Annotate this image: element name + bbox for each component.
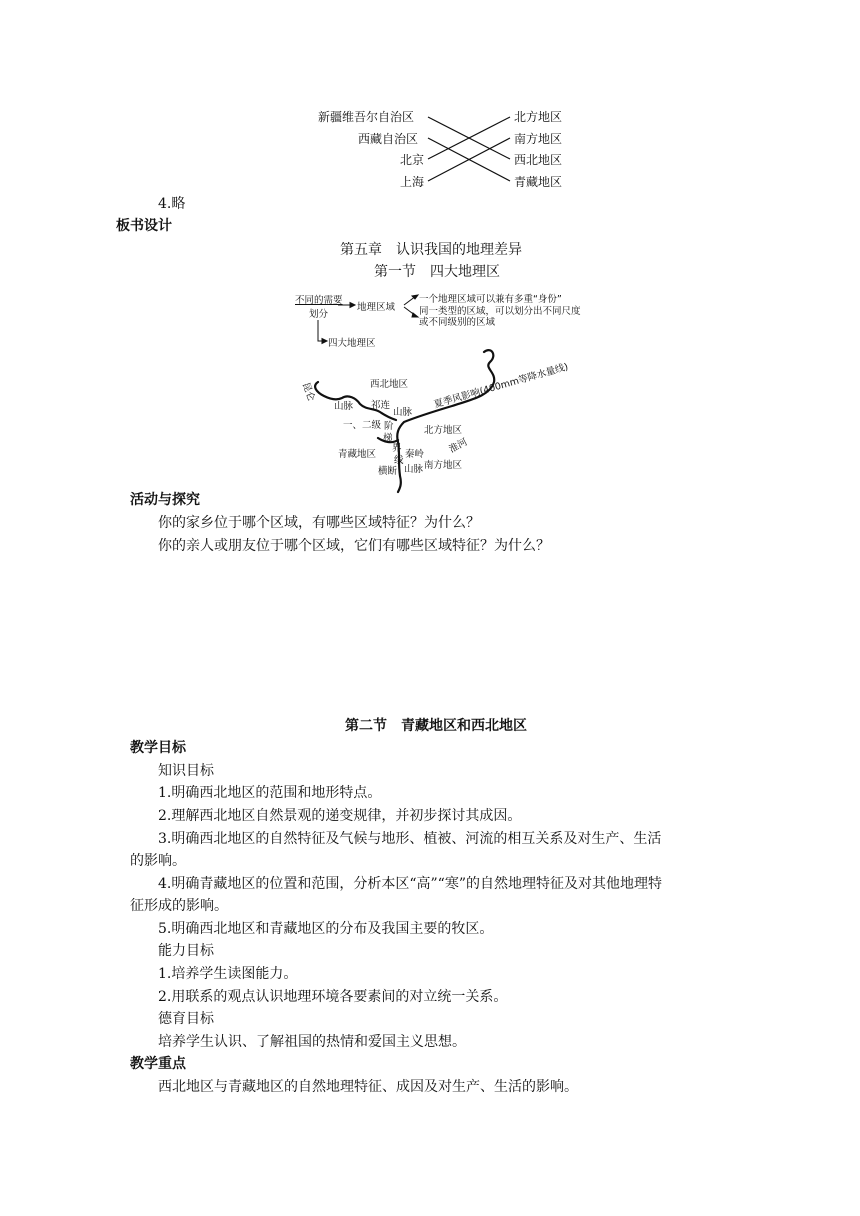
map-huaihe: 淮河: [447, 436, 470, 456]
map-northwest: 西北地区: [370, 379, 409, 390]
moral-1: 培养学生认识、了解祖国的热情和爱国主义思想。: [158, 1034, 466, 1050]
activity-question-2: 你的亲人或朋友位于哪个区域，它们有哪些区域特征？为什么？: [158, 538, 550, 554]
match-left-4: 上海: [400, 175, 425, 189]
map-qilian-a: 祁连: [371, 400, 391, 411]
goals-heading: 教学目标: [130, 740, 186, 756]
map-qilian-b: 山脉: [393, 407, 413, 418]
match-right-1: 北方地区: [514, 110, 563, 124]
diagram-branch-2a: 同一类型的区域，可以划分出不同尺度: [419, 306, 581, 317]
answer-4: 4.略: [158, 196, 186, 212]
activity-heading: 活动与探究: [130, 492, 200, 508]
diagram-divide: 划分: [309, 309, 329, 320]
map-north: 北方地区: [424, 425, 463, 436]
map-kunlun-b: 山脉: [334, 401, 354, 412]
map-qingzang: 青藏地区: [338, 449, 377, 460]
match-left-2: 西藏自治区: [358, 132, 419, 146]
diagram-branch-1: 一个地理区域可以兼有多重“身份”: [419, 294, 562, 305]
knowledge-3a: 3.明确西北地区的自然特征及气候与地形、植被、河流的相互关系及对生产、生活: [158, 831, 662, 847]
knowledge-heading: 知识目标: [158, 763, 214, 779]
map-monsoon: 夏季风影响(400mm等降水量线): [432, 361, 570, 411]
diagram-geo-region: 地理区域: [357, 302, 396, 313]
map-step-b: 阶: [384, 421, 394, 432]
map-qinling: 秦岭: [405, 449, 425, 460]
key-points-heading: 教学重点: [130, 1056, 186, 1072]
ability-2: 2.用联系的观点认识地理环境各要素间的对立统一关系。: [158, 989, 508, 1005]
knowledge-4a: 4.明确青藏地区的位置和范围，分析本区“高”“寒”的自然地理特征及对其他地理特: [158, 876, 662, 892]
map-step-a: 一、二级: [343, 420, 382, 431]
map-kunlun-a: 昆仑: [299, 381, 317, 403]
map-step-c: 梯: [383, 433, 393, 444]
moral-heading: 德育目标: [158, 1011, 214, 1027]
match-left-3: 北京: [400, 153, 425, 167]
ability-heading: 能力目标: [158, 943, 214, 959]
map-hengduan: 横断: [378, 466, 398, 477]
diagram-four-regions: 四大地理区: [328, 338, 376, 349]
ability-1: 1.培养学生读图能力。: [158, 966, 298, 982]
match-right-4: 青藏地区: [514, 175, 563, 189]
map-step-e: 线: [394, 455, 404, 466]
activity-question-1: 你的家乡位于哪个区域，有哪些区域特征？为什么？: [158, 515, 480, 531]
match-right-2: 南方地区: [514, 132, 563, 146]
diagram-branch-2b: 或不同级别的区域: [419, 317, 496, 328]
key-point-1: 西北地区与青藏地区的自然地理特征、成因及对生产、生活的影响。: [158, 1079, 578, 1095]
chapter-title: 第五章 认识我国的地理差异: [340, 242, 522, 258]
match-left-1: 新疆维吾尔自治区: [318, 110, 415, 124]
map-shanmai: 山脉: [404, 464, 424, 475]
map-south: 南方地区: [424, 460, 463, 471]
section2-title: 第二节 青藏地区和西北地区: [345, 718, 527, 734]
knowledge-2: 2.理解西北地区自然景观的递变规律，并初步探讨其成因。: [158, 808, 522, 824]
knowledge-5: 5.明确西北地区和青藏地区的分布及我国主要的牧区。: [158, 921, 494, 937]
map-step-d: 界: [392, 443, 402, 454]
map-lines: [0, 0, 860, 490]
knowledge-4b: 征形成的影响。: [130, 898, 228, 914]
knowledge-3b: 的影响。: [130, 853, 186, 869]
knowledge-1: 1.明确西北地区的范围和地形特点。: [158, 785, 382, 801]
match-right-3: 西北地区: [514, 153, 563, 167]
diagram-need: 不同的需要: [295, 295, 343, 306]
board-design-heading: 板书设计: [116, 218, 172, 234]
section-title: 第一节 四大地理区: [374, 264, 500, 280]
